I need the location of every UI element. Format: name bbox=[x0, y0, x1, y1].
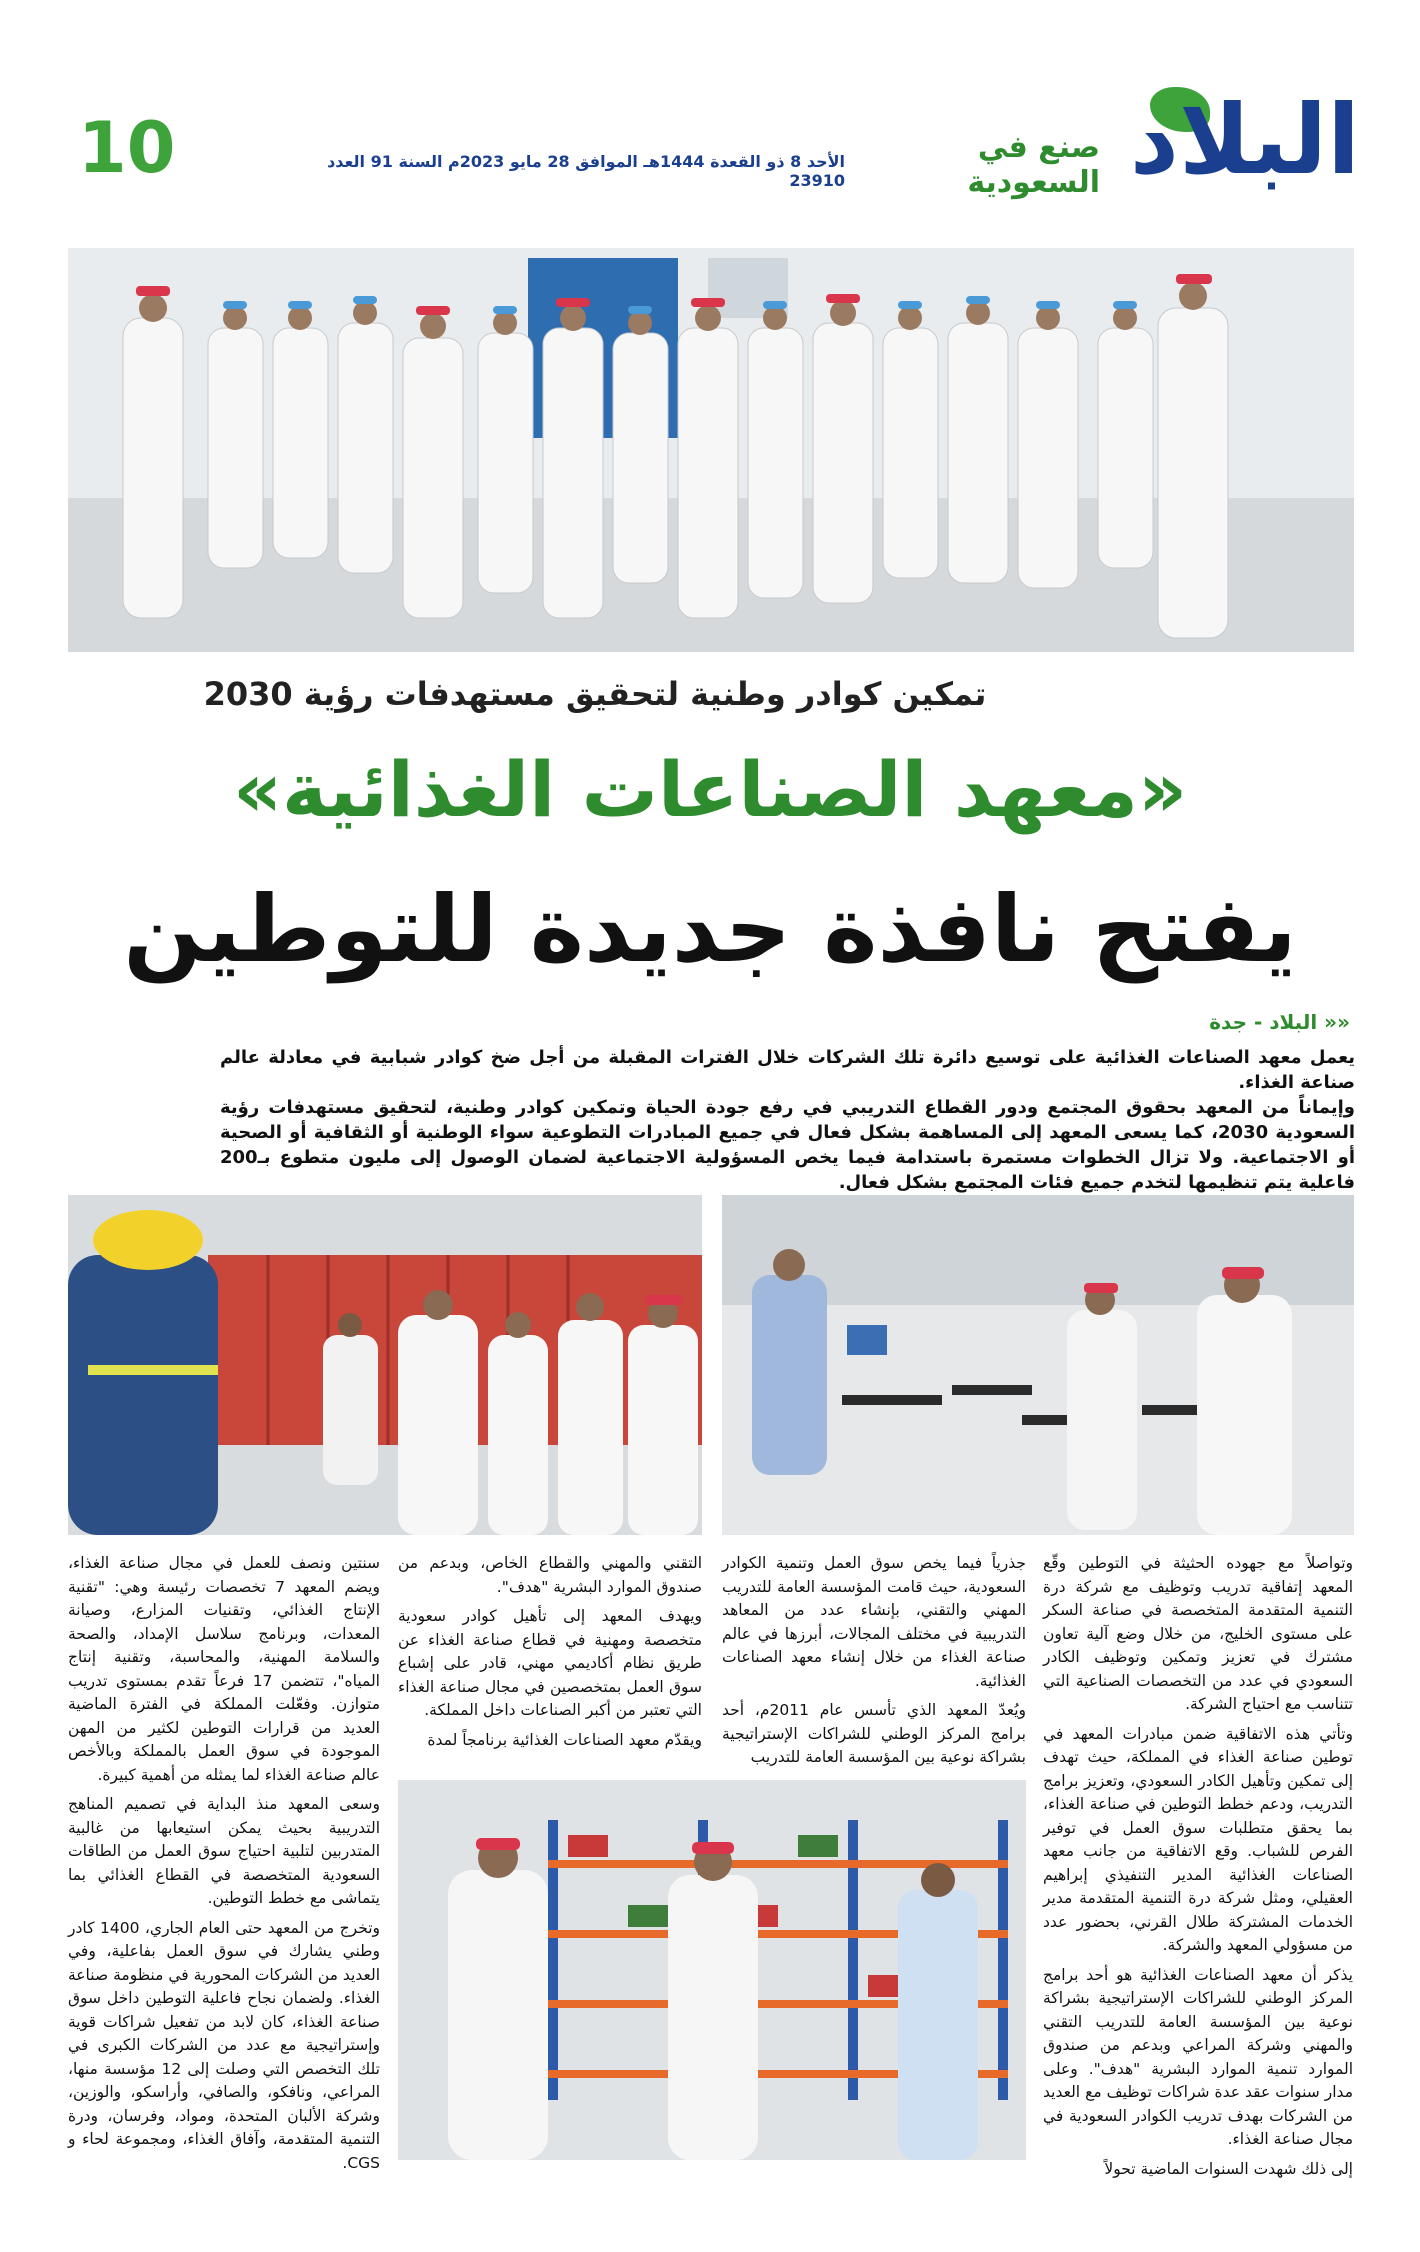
warehouse-visit-photo bbox=[398, 1780, 1026, 2160]
article-column-2 bbox=[722, 1552, 1026, 1772]
article-column-3 bbox=[398, 1552, 702, 1772]
group-photo bbox=[68, 248, 1354, 652]
paragraph: سنتين ونصف للعمل في مجال صناعة الغذاء، ويضم المعهد 7 تخصصات رئيسة وهي: "تقنية الإنتاج الغذائي، وتقنيات المزارع، وصيانة المعدات، وبرنامج سلاسل الإمداد، والصحة والسلامة المهنية، والمحاسبة، وتقنية إنتاج المياه"، تتضمن 17 فرعاً تقدم بمستوى تدريب متوازن. وفعّلت المملكة في الفترة الماضية العديد من قرارات التوطين لكثير من المهن الموجودة في سوق العمل بالمملكة وبالأخص عالم صناعة الغذاء لما يمثله من أهمية كبيرة. bbox=[68, 1554, 380, 1784]
article-column-1 bbox=[1043, 1552, 1353, 2192]
article-column-4 bbox=[68, 1552, 380, 2192]
paragraph: ويقدّم معهد الصناعات الغذائية برنامجاً لمدة bbox=[427, 1730, 702, 1749]
byline-text: البلاد - جدة bbox=[1209, 1010, 1318, 1034]
lead-line: يعمل معهد الصناعات الغذائية على توسيع دائرة تلك الشركات خلال الفترات المقبلة من أجل ضخ كوادر شبابية في معادلة عالم صناعة الغذاء. bbox=[220, 1047, 1355, 1093]
paragraph: وتأتي هذه الاتفاقية ضمن مبادرات المعهد في توطين صناعة الغذاء في المملكة، حيث تهدف إلى تمكين وتأهيل الكادر السعودي، وتعزيز برامج التدريب، ودعم خطط التوطين في صناعة الغذاء، بما يحقق متطلبات سوق العمل في توفير الفرص للشباب. وقع الاتفاقية من جانب معهد الصناعات الغذائية المدير التنفيذي إبراهيم العقيلي، ومثل شركة درة التنمية المتقدمة مدير الخدمات المشتركة طلال القرني، بحضور عدد من مسؤولي المعهد والشركة. bbox=[1043, 1724, 1353, 1954]
article-kicker: تمكين كوادر وطنية لتحقيق مستهدفات رؤية 2030 bbox=[203, 675, 987, 713]
byline bbox=[1000, 1010, 1350, 1034]
logo-text: البلاد bbox=[1129, 84, 1360, 196]
paragraph: إلى ذلك شهدت السنوات الماضية تحولاً bbox=[1104, 2159, 1353, 2178]
paragraph: وتخرج من المعهد حتى العام الجاري، 1400 كادر وطني يشارك في سوق العمل بفاعلية، وفي العديد من الشركات المحورية في منظومة صناعة الغذاء. ولضمان نجاح فاعلية التوطين داخل سوق صناعة الغذاء، كان لابد من تفعيل شراكات قوية وإستراتيجية مع عدد من الشركات الكبرى في تلك التخصص التي وصلت إلى 12 مؤسسة منها، المراعي، ونافكو، والصافي، وأراسكو، والوزين، وشركة الألبان المتحدة، ومواد، وفرسان، ودرة التنمية المتقدمة، وآفاق الغذاء، ومجموعة لحاء و CGS. bbox=[68, 1918, 380, 2172]
workshop-visit-photo bbox=[68, 1195, 702, 1535]
lab-visit-photo bbox=[722, 1195, 1354, 1535]
newspaper-logo bbox=[1110, 85, 1360, 200]
lead-line: وإيماناً من المعهد بحقوق المجتمع ودور القطاع التدريبي في رفع جودة الحياة وتمكين كوادر وطنية، لتحقيق مستهدفات رؤية السعودية 2030، كما يسعى المعهد إلى المساهمة بشكل فعال في جميع المبادرات التطوعية سواء الوطنية أو الثقافية أو الصحية أو الاجتماعية. ولا تزال الخطوات مستمرة باستدامة فيما يخص المسؤولية الاجتماعية لضمان الوصول إلى مليون متطوع بـ200 فاعلية يتم تنظيمها لتخدم جميع فئات المجتمع بشكل فعال. bbox=[220, 1097, 1355, 1193]
headline-secondary: يفتح نافذة جديدة للتوطين bbox=[123, 876, 1297, 983]
paragraph: ويهدف المعهد إلى تأهيل كوادر سعودية متخصصة ومهنية في قطاع صناعة الغذاء عن طريق نظام أكاديمي مهني، قادر على إشباع سوق العمل بمتخصصين في مجال صناعة الغذاء التي تعتبر من أكبر الصناعات داخل المملكة. bbox=[398, 1607, 702, 1719]
page-number: 10 bbox=[78, 107, 176, 189]
tagline: صنع في السعودية bbox=[967, 130, 1100, 200]
paragraph: جذرياً فيما يخص سوق العمل وتنمية الكوادر السعودية، حيث قامت المؤسسة العامة للتدريب المهني والتقني، بإنشاء عدد من المعاهد التدريبية في مختلف المجالات، أبرزها في عالم صناعة الغذاء من خلال إنشاء معهد الصناعات الغذائية. bbox=[722, 1554, 1026, 1690]
paragraph: يذكر أن معهد الصناعات الغذائية هو أحد برامج المركز الوطني للشراكات الإستراتيجية بشراكة نوعية بين المؤسسة العامة للتدريب التقني والمهني وشركة المراعي وبدعم من صندوق الموارد تنمية الموارد البشرية "هدف". وعلى مدار سنوات عقد عدة شراكات توظيف مع العديد من الشركات بهدف تدريب الكوادر السعودية في مجال صناعة الغذاء. bbox=[1043, 1965, 1353, 2148]
paragraph: ويُعدّ المعهد الذي تأسس عام 2011م، أحد برامج المركز الوطني للشراكات الإستراتيجية بشراكة نوعية بين المؤسسة العامة للتدريب bbox=[722, 1701, 1026, 1766]
paragraph: التقني والمهني والقطاع الخاص، وبدعم من صندوق الموارد البشرية "هدف". bbox=[398, 1554, 702, 1596]
paragraph: وتواصلاً مع جهوده الحثيثة في التوطين وقّع المعهد إتفاقية تدريب وتوظيف مع شركة درة التنمية المتقدمة المتخصصة في صناعة السكر على مستوى الخليج، من خلال وضع آلية تعاون مشترك في تعزيز وتمكين وتوظيف الكادر السعودي في عدد من التخصصات الصناعية التي تتناسب مع احتياج الشركة. bbox=[1043, 1554, 1353, 1713]
lead-paragraph bbox=[220, 1045, 1355, 1195]
headline-primary: «معهد الصناعات الغذائية» bbox=[232, 745, 1188, 834]
chevron-icon: «« bbox=[1324, 1010, 1350, 1034]
dateline: الأحد 8 ذو القعدة 1444هـ الموافق 28 مايو 2023م السنة 91 العدد 23910 bbox=[327, 152, 845, 190]
paragraph: وسعى المعهد منذ البداية في تصميم المناهج التدريبية بحيث يمكن استيعابها من غالبية المتدربين لتلبية احتياج سوق العمل من الطاقات السعودية المتخصصة في القطاع الغذائي بما يتماشى مع خطط التوطين. bbox=[68, 1795, 380, 1907]
